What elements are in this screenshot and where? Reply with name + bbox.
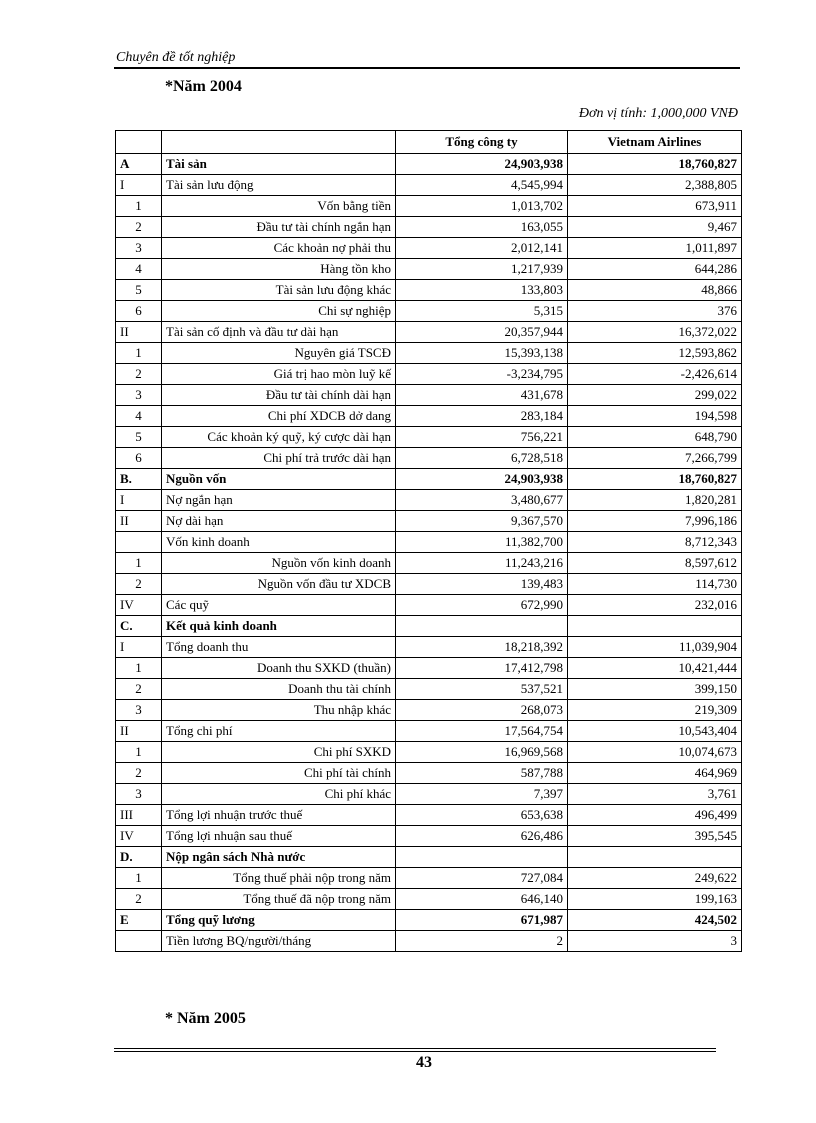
row-label: Tài sản cố định và đầu tư dài hạn <box>162 322 396 343</box>
row-code: IV <box>116 826 162 847</box>
table-row <box>116 490 742 511</box>
row-label: Tài sản lưu động khác <box>162 280 396 301</box>
value-tong-cong-ty: 1,013,702 <box>396 196 568 217</box>
footer-rule-bottom <box>114 1051 716 1052</box>
value-vietnam-airlines: 10,543,404 <box>568 721 742 742</box>
table-row <box>116 784 742 805</box>
value-tong-cong-ty: 6,728,518 <box>396 448 568 469</box>
row-code: 2 <box>116 364 162 385</box>
value-vietnam-airlines: 11,039,904 <box>568 637 742 658</box>
value-vietnam-airlines: 194,598 <box>568 406 742 427</box>
value-tong-cong-ty: 5,315 <box>396 301 568 322</box>
row-label: Các khoản ký quỹ, ký cược dài hạn <box>162 427 396 448</box>
row-code <box>116 931 162 952</box>
value-vietnam-airlines: 395,545 <box>568 826 742 847</box>
value-vietnam-airlines: 376 <box>568 301 742 322</box>
row-label: Tổng lợi nhuận trước thuế <box>162 805 396 826</box>
value-vietnam-airlines: 232,016 <box>568 595 742 616</box>
column-header-vietnam-airlines: Vietnam Airlines <box>568 131 742 154</box>
value-tong-cong-ty: 24,903,938 <box>396 154 568 175</box>
row-code: 3 <box>116 385 162 406</box>
table-row <box>116 721 742 742</box>
value-vietnam-airlines: 673,911 <box>568 196 742 217</box>
table-row <box>116 931 742 952</box>
value-tong-cong-ty: 17,564,754 <box>396 721 568 742</box>
row-code: II <box>116 322 162 343</box>
table-row <box>116 301 742 322</box>
table-row <box>116 196 742 217</box>
value-vietnam-airlines: 3 <box>568 931 742 952</box>
row-code: I <box>116 490 162 511</box>
row-label: Tổng doanh thu <box>162 637 396 658</box>
table-row <box>116 280 742 301</box>
row-code: 2 <box>116 889 162 910</box>
value-tong-cong-ty: 17,412,798 <box>396 658 568 679</box>
table-row <box>116 763 742 784</box>
value-vietnam-airlines: 399,150 <box>568 679 742 700</box>
table-row <box>116 217 742 238</box>
row-code: 1 <box>116 553 162 574</box>
row-label: Chi phí trả trước dài hạn <box>162 448 396 469</box>
value-vietnam-airlines: 1,011,897 <box>568 238 742 259</box>
header-code-cell <box>116 131 162 154</box>
row-label: Tài sản <box>162 154 396 175</box>
value-vietnam-airlines: 7,996,186 <box>568 511 742 532</box>
value-vietnam-airlines: 424,502 <box>568 910 742 931</box>
table-row <box>116 826 742 847</box>
row-code: 4 <box>116 406 162 427</box>
row-code: III <box>116 805 162 826</box>
row-code: E <box>116 910 162 931</box>
column-header-tong-cong-ty: Tổng công ty <box>396 131 568 154</box>
value-tong-cong-ty: 20,357,944 <box>396 322 568 343</box>
value-vietnam-airlines: 219,309 <box>568 700 742 721</box>
row-code <box>116 532 162 553</box>
value-tong-cong-ty: 139,483 <box>396 574 568 595</box>
value-tong-cong-ty: 646,140 <box>396 889 568 910</box>
section-title-2005: * Năm 2005 <box>165 1010 246 1027</box>
row-code: 6 <box>116 448 162 469</box>
row-label: Doanh thu tài chính <box>162 679 396 700</box>
row-label: Chi phí XDCB dở dang <box>162 406 396 427</box>
value-tong-cong-ty: 18,218,392 <box>396 637 568 658</box>
table-row <box>116 511 742 532</box>
value-vietnam-airlines: 16,372,022 <box>568 322 742 343</box>
row-label: Vốn bằng tiền <box>162 196 396 217</box>
row-code: D. <box>116 847 162 868</box>
row-label: Hàng tồn kho <box>162 259 396 280</box>
value-vietnam-airlines <box>568 847 742 868</box>
table-row <box>116 889 742 910</box>
value-tong-cong-ty: 15,393,138 <box>396 343 568 364</box>
table-row <box>116 742 742 763</box>
running-header: Chuyên đề tốt nghiệp <box>116 50 236 65</box>
value-tong-cong-ty: 268,073 <box>396 700 568 721</box>
table-row <box>116 847 742 868</box>
value-vietnam-airlines: 8,597,612 <box>568 553 742 574</box>
row-code: 3 <box>116 238 162 259</box>
table-row <box>116 616 742 637</box>
table-header-row <box>116 131 742 154</box>
page-number: 43 <box>416 1054 432 1071</box>
table-row <box>116 595 742 616</box>
row-label: Tổng thuế đã nộp trong năm <box>162 889 396 910</box>
header-rule <box>114 67 740 69</box>
table-row <box>116 910 742 931</box>
header-name-cell <box>162 131 396 154</box>
value-tong-cong-ty: 9,367,570 <box>396 511 568 532</box>
table-row <box>116 805 742 826</box>
value-vietnam-airlines: 644,286 <box>568 259 742 280</box>
value-tong-cong-ty: 163,055 <box>396 217 568 238</box>
table-row <box>116 658 742 679</box>
table-row <box>116 385 742 406</box>
value-tong-cong-ty: 11,243,216 <box>396 553 568 574</box>
value-vietnam-airlines: 9,467 <box>568 217 742 238</box>
row-label: Các quỹ <box>162 595 396 616</box>
row-code: C. <box>116 616 162 637</box>
row-code: 2 <box>116 763 162 784</box>
row-code: 1 <box>116 343 162 364</box>
table-row <box>116 154 742 175</box>
row-code: I <box>116 175 162 196</box>
row-label: Nguồn vốn đầu tư XDCB <box>162 574 396 595</box>
row-code: 2 <box>116 679 162 700</box>
value-tong-cong-ty: 727,084 <box>396 868 568 889</box>
table-row <box>116 700 742 721</box>
value-vietnam-airlines: 48,866 <box>568 280 742 301</box>
table-row <box>116 322 742 343</box>
row-code: IV <box>116 595 162 616</box>
value-tong-cong-ty: 2 <box>396 931 568 952</box>
value-tong-cong-ty: 587,788 <box>396 763 568 784</box>
table-row <box>116 238 742 259</box>
row-label: Vốn kinh doanh <box>162 532 396 553</box>
row-code: 2 <box>116 217 162 238</box>
value-vietnam-airlines: 1,820,281 <box>568 490 742 511</box>
table-row <box>116 343 742 364</box>
value-vietnam-airlines: 464,969 <box>568 763 742 784</box>
value-tong-cong-ty: 4,545,994 <box>396 175 568 196</box>
value-tong-cong-ty: 537,521 <box>396 679 568 700</box>
value-tong-cong-ty <box>396 616 568 637</box>
value-tong-cong-ty: 431,678 <box>396 385 568 406</box>
unit-note: Đơn vị tính: 1,000,000 VNĐ <box>578 106 738 121</box>
value-vietnam-airlines: 12,593,862 <box>568 343 742 364</box>
value-tong-cong-ty: 133,803 <box>396 280 568 301</box>
table-row <box>116 448 742 469</box>
table-row <box>116 574 742 595</box>
value-tong-cong-ty: 756,221 <box>396 427 568 448</box>
row-label: Nguồn vốn <box>162 469 396 490</box>
row-label: Nợ ngắn hạn <box>162 490 396 511</box>
row-label: Kết quả kinh doanh <box>162 616 396 637</box>
row-label: Chi phí SXKD <box>162 742 396 763</box>
financial-table <box>115 130 742 952</box>
row-code: II <box>116 511 162 532</box>
row-code: A <box>116 154 162 175</box>
row-label: Chi phí tài chính <box>162 763 396 784</box>
value-tong-cong-ty: 24,903,938 <box>396 469 568 490</box>
row-code: B. <box>116 469 162 490</box>
value-vietnam-airlines: 199,163 <box>568 889 742 910</box>
row-code: I <box>116 637 162 658</box>
row-label: Nộp ngân sách Nhà nước <box>162 847 396 868</box>
value-vietnam-airlines: 299,022 <box>568 385 742 406</box>
row-label: Chi phí khác <box>162 784 396 805</box>
value-tong-cong-ty: 2,012,141 <box>396 238 568 259</box>
value-tong-cong-ty: 16,969,568 <box>396 742 568 763</box>
value-tong-cong-ty: 671,987 <box>396 910 568 931</box>
row-label: Nguyên giá TSCĐ <box>162 343 396 364</box>
table-row <box>116 259 742 280</box>
table-row <box>116 532 742 553</box>
value-tong-cong-ty: 3,480,677 <box>396 490 568 511</box>
row-code: 6 <box>116 301 162 322</box>
value-tong-cong-ty: 653,638 <box>396 805 568 826</box>
value-tong-cong-ty: 283,184 <box>396 406 568 427</box>
row-label: Tổng lợi nhuận sau thuế <box>162 826 396 847</box>
row-code: 1 <box>116 868 162 889</box>
value-vietnam-airlines: 10,421,444 <box>568 658 742 679</box>
table-row <box>116 469 742 490</box>
row-label: Giá trị hao mòn luỹ kế <box>162 364 396 385</box>
value-tong-cong-ty: -3,234,795 <box>396 364 568 385</box>
value-vietnam-airlines: -2,426,614 <box>568 364 742 385</box>
value-vietnam-airlines: 114,730 <box>568 574 742 595</box>
section-title-2004: *Năm 2004 <box>165 78 242 95</box>
table-row <box>116 868 742 889</box>
value-vietnam-airlines: 2,388,805 <box>568 175 742 196</box>
value-vietnam-airlines: 496,499 <box>568 805 742 826</box>
row-label: Tổng quỹ lương <box>162 910 396 931</box>
row-code: 4 <box>116 259 162 280</box>
value-vietnam-airlines: 249,622 <box>568 868 742 889</box>
row-code: 3 <box>116 700 162 721</box>
table-row <box>116 553 742 574</box>
footer-rule-top <box>114 1048 716 1049</box>
value-vietnam-airlines: 7,266,799 <box>568 448 742 469</box>
row-code: 1 <box>116 742 162 763</box>
table-row <box>116 175 742 196</box>
row-code: 5 <box>116 280 162 301</box>
value-tong-cong-ty: 1,217,939 <box>396 259 568 280</box>
row-label: Đầu tư tài chính ngắn hạn <box>162 217 396 238</box>
value-tong-cong-ty: 11,382,700 <box>396 532 568 553</box>
value-tong-cong-ty: 626,486 <box>396 826 568 847</box>
value-vietnam-airlines: 18,760,827 <box>568 469 742 490</box>
table-row <box>116 406 742 427</box>
value-vietnam-airlines: 10,074,673 <box>568 742 742 763</box>
row-label: Chi sự nghiệp <box>162 301 396 322</box>
row-code: 1 <box>116 658 162 679</box>
row-code: II <box>116 721 162 742</box>
row-label: Tổng chi phí <box>162 721 396 742</box>
row-label: Tài sản lưu động <box>162 175 396 196</box>
table-row <box>116 364 742 385</box>
row-code: 2 <box>116 574 162 595</box>
table-row <box>116 637 742 658</box>
row-label: Thu nhập khác <box>162 700 396 721</box>
row-label: Các khoản nợ phải thu <box>162 238 396 259</box>
row-label: Tổng thuế phải nộp trong năm <box>162 868 396 889</box>
value-tong-cong-ty <box>396 847 568 868</box>
row-label: Đầu tư tài chính dài hạn <box>162 385 396 406</box>
table-row <box>116 427 742 448</box>
row-code: 3 <box>116 784 162 805</box>
row-label: Tiền lương BQ/người/tháng <box>162 931 396 952</box>
row-code: 5 <box>116 427 162 448</box>
value-vietnam-airlines: 3,761 <box>568 784 742 805</box>
value-vietnam-airlines: 8,712,343 <box>568 532 742 553</box>
row-label: Doanh thu SXKD (thuần) <box>162 658 396 679</box>
value-vietnam-airlines <box>568 616 742 637</box>
value-tong-cong-ty: 672,990 <box>396 595 568 616</box>
row-code: 1 <box>116 196 162 217</box>
row-label: Nợ dài hạn <box>162 511 396 532</box>
table-row <box>116 679 742 700</box>
value-tong-cong-ty: 7,397 <box>396 784 568 805</box>
row-label: Nguồn vốn kinh doanh <box>162 553 396 574</box>
value-vietnam-airlines: 648,790 <box>568 427 742 448</box>
value-vietnam-airlines: 18,760,827 <box>568 154 742 175</box>
